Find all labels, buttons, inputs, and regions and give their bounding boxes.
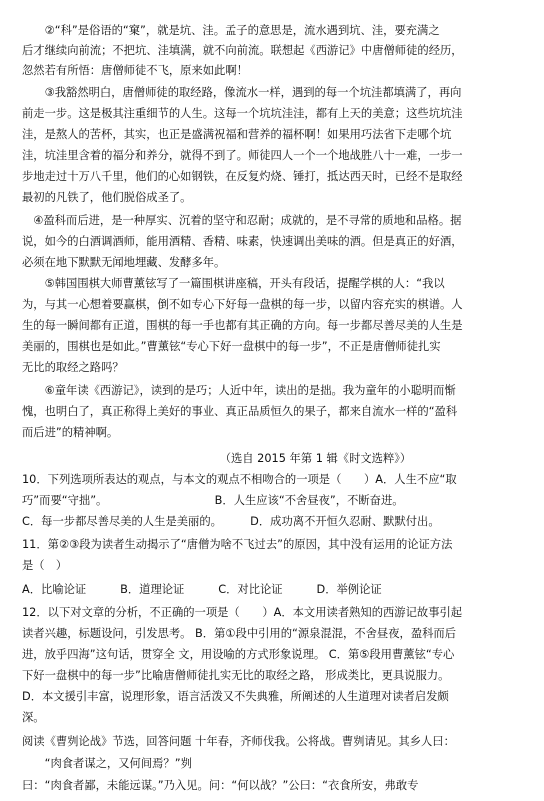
text-line: 而后进”的精神啊。 <box>22 426 119 439</box>
reading-intro: 阅读《曹刿论战》节选，回答问题 十年春，齐师伐我。公将战。曹刿请见。其乡人曰： <box>22 735 455 748</box>
question-11: 11．第②③段为读者生动揭示了“唐僧为啥不飞过去”的原因，其中没有运用的论证方法 <box>22 538 453 551</box>
question-12: D．本文援引丰富，说理形象，语言活泼又不失典雅，所阐述的人生道理对读者启发颇 <box>22 690 449 703</box>
text-line: ③我豁然明白，唐僧师徒的取经路，像流水一样，遇到的每一个坑洼都填满了，再向 <box>22 86 462 99</box>
question-12: 下好一盘棋中的每一步”比喻唐僧师徒扎实无比的取经之路， 形成类比，更具说服力。 <box>22 669 450 682</box>
text-line: 愧，也明白了，真正称得上美好的事业、真正品质恒久的果子，都来自流水一样的“盈科 <box>22 405 458 418</box>
question-10-options: C．每一步都尽善尽美的人生是美丽的。 D．成功离不开恒久忍耐、默默付出。 <box>22 515 440 528</box>
question-11: 是（ ） <box>22 559 68 572</box>
text-line: 忽然若有所悟：唐僧师徒不飞，原来如此啊！ <box>22 64 248 77</box>
text-line: 前走一步。这是极其注重细节的人生。这每一个坑坑洼洼，都有上天的美意；这些坑坑洼 <box>22 107 463 120</box>
text-line: 后才继续向前流；不把坑、洼填满，就不向前流。联想起《西游记》中唐僧师徒的经历， <box>22 44 463 57</box>
text-line: ⑥童年读《西游记》，读到的是巧；人近中年，读出的是拙。我为童年的小聪明而惭 <box>22 384 456 397</box>
question-10: 10．下列选项所表达的观点，与本文的观点不相吻合的一项是（ ）A．人生不应“取 <box>22 473 457 486</box>
question-12: 进，放乎四海”这句话，贯穿全 文，用设喻的方式形象说理。 C．第⑤段用曹薰铉“专心 <box>22 648 455 661</box>
text-line: 无比的取经之路吗？ <box>22 361 124 374</box>
text-line: 曰：“肉食者鄙，未能远谋。”乃入见。问：“何以战？”公曰：“衣食所安，弗敢专 <box>22 779 419 792</box>
text-line: ⑤韩国围棋大师曹薰铉写了一篇围棋讲座稿，开头有段话，提醒学棋的人：“我以 <box>22 277 445 290</box>
text-line: 生的每一瞬间都有正道，围棋的每一手也都有其正确的方向。每一步都尽善尽美的人生是 <box>22 319 463 332</box>
text-line: 必须在地下默默无闻地埋藏、发酵多年。 <box>22 256 226 269</box>
text-line: 步地走过十万八千里，他们的心如钢铁，在反复灼烧、锤打，抵达西天时，已经不是取经 <box>22 170 463 183</box>
text-line: ②“科”是俗语的“窠”，就是坑、洼。孟子的意思是，流水遇到坑、洼，要充满之 <box>22 24 440 37</box>
text-line: 最初的凡铁了，他们脱俗成圣了。 <box>22 191 192 204</box>
text-line: 说，如今的白酒调酒师，能用酒精、香精、味素，快速调出美味的酒。但是真正的好酒， <box>22 235 463 248</box>
question-10-options: 巧”而要“守拙”。 B．人生应该“不舍昼夜”，不断奋进。 <box>22 494 404 507</box>
question-12: 读者兴趣，标题设问，引发思考。 B．第①段中引用的“源泉混混，不舍昼夜，盈科而后 <box>22 627 457 640</box>
text-line: 洼，坑洼里含着的福分和养分，就得不到了。师徒四人一个一个地战胜八十一难，一步一 <box>22 149 463 162</box>
question-12: 深。 <box>22 711 45 724</box>
text-line: 洼，是熬人的苦杯，其实，也正是盛满祝福和营养的福杯啊！如果用巧法省下走哪个坑 <box>22 128 452 141</box>
text-line: 美丽的，围棋也是如此。”曹薰铉“专心下好一盘棋中的每一步”，不正是唐僧师徒扎实 <box>22 340 441 353</box>
question-11-options: A．比喻论证 B．道理论证 C．对比论证 D．举例论证 <box>22 583 382 596</box>
source-citation: （选自 2015 年第 1 辑《时文选粹》） <box>22 452 412 465</box>
question-12: 12．以下对文章的分析，不正确的一项是（ ）A．本文用读者熟知的西游记故事引起 <box>22 606 463 619</box>
text-line: ④盈科而后进，是一种厚实、沉着的坚守和忍耐；成就的，是不寻常的质地和品格。据 <box>22 214 462 227</box>
text-line: “肉食者谋之，又何间焉？”刿 <box>22 757 192 770</box>
text-line: 为，与其一心想着要赢棋，倒不如专心下好每一盘棋的每一步，以留内容充实的棋谱。人 <box>22 298 463 311</box>
